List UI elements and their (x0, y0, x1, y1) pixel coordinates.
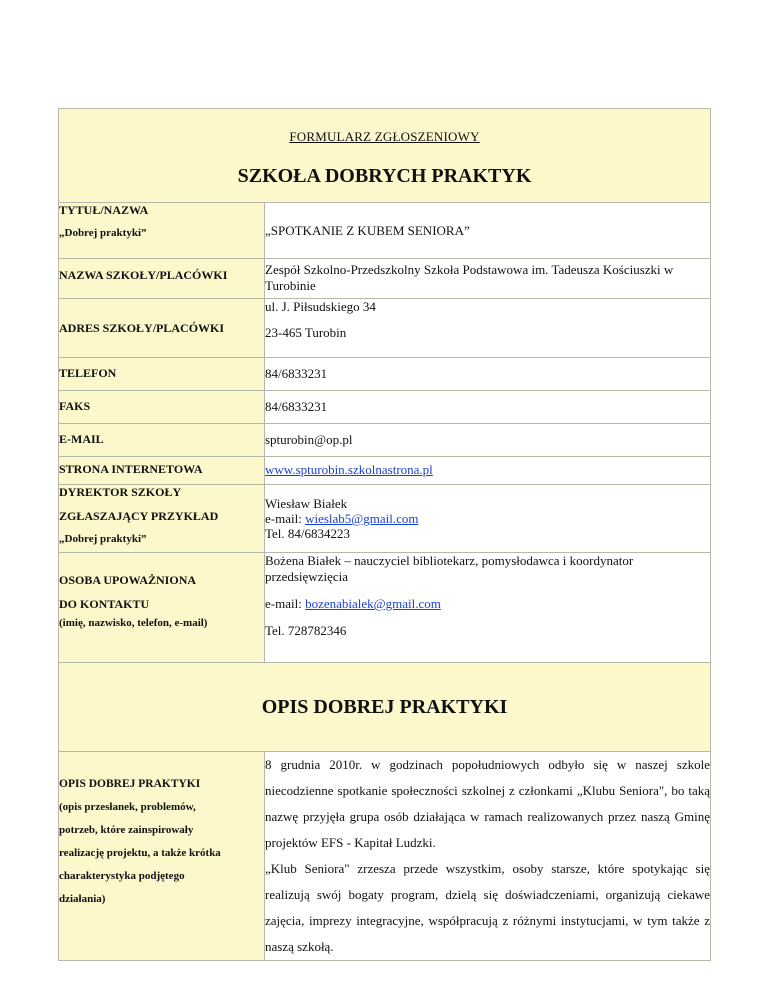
title-row (59, 203, 711, 259)
fax-value: 84/6833231 (265, 391, 711, 424)
title-value-cell (265, 203, 711, 259)
phone-label: TELEFON (59, 358, 265, 391)
form-table (58, 108, 711, 961)
contact-row (59, 553, 711, 663)
website-row (59, 457, 711, 485)
school-name-value: Zespół Szkolno-Przedszkolny Szkoła Podstawowa im. Tadeusza Kościuszki w Turobinie (265, 259, 711, 299)
school-name-label: NAZWA SZKOŁY/PLACÓWKI (59, 259, 265, 299)
website-label: STRONA INTERNETOWA (59, 457, 265, 485)
title-label-sub: „Dobrej praktyki” (59, 227, 147, 239)
email-row (59, 424, 711, 457)
description-label-1: OPIS DOBREJ PRAKTYKI (59, 778, 201, 790)
address-line-2: 23-465 Turobin (265, 325, 347, 340)
director-label-1: DYREKTOR SZKOŁY (59, 485, 182, 499)
description-paragraph-2: „Klub Seniora" zrzesza przede wszystkim, osoby starsze, które spotykając się realizują swój bogaty program, dzielą się doświadczeniami, organizują ciekawe zajęcia, imprezy integracyjne, współpracują z różnymi instytucjami, w tym także z naszą szkołą. (265, 861, 710, 954)
description-label-6: działania) (59, 893, 106, 905)
title-label-cell (59, 203, 265, 259)
director-label-2: ZGŁASZAJĄCY PRZYKŁAD (59, 509, 219, 523)
director-phone: Tel. 84/6834223 (265, 526, 351, 541)
application-form (58, 108, 710, 961)
contact-email-link[interactable]: bozenabialek@gmail.com (305, 596, 441, 611)
contact-email-prefix: e-mail: (265, 596, 306, 611)
section-header (59, 663, 711, 752)
description-label-3: potrzeb, które zainspirowały (59, 824, 194, 836)
contact-phone: Tel. 728782346 (265, 623, 347, 638)
director-row (59, 485, 711, 553)
contact-label-2: DO KONTAKTU (59, 597, 150, 611)
director-email-line (265, 511, 710, 526)
description-label-5: charakterystyka podjętego (59, 870, 185, 882)
director-email-link[interactable]: wieslab5@gmail.com (305, 511, 419, 526)
address-value-cell (265, 299, 711, 358)
director-label-3: „Dobrej praktyki” (59, 533, 147, 545)
description-label-cell (59, 752, 265, 961)
director-label-cell (59, 485, 265, 553)
description-value-cell (265, 752, 711, 961)
contact-value-cell (265, 553, 711, 663)
section-header-row (59, 663, 711, 752)
description-label-4: realizację projektu, a także krótka (59, 847, 221, 859)
title-label: TYTUŁ/NAZWA (59, 203, 149, 217)
description-row (59, 752, 711, 961)
address-label: ADRES SZKOŁY/PLACÓWKI (59, 299, 265, 358)
contact-description: Bożena Białek – nauczyciel bibliotekarz, pomysłodawca i koordynator przedsięwzięcia (265, 553, 634, 584)
website-value-cell (265, 457, 711, 485)
contact-label-3: (imię, nazwisko, telefon, e-mail) (59, 617, 208, 629)
section-title: OPIS DOBREJ PRAKTYKI (261, 695, 508, 718)
phone-value: 84/6833231 (265, 358, 711, 391)
email-value: spturobin@op.pl (265, 424, 711, 457)
address-row (59, 299, 711, 358)
phone-row (59, 358, 711, 391)
fax-row (59, 391, 711, 424)
director-email-prefix: e-mail: (265, 511, 306, 526)
description-paragraph-1: 8 grudnia 2010r. w godzinach popołudniowych odbyło się w naszej szkole niecodzienne spotkanie społeczności szkolnej z członkami „Klubu Seniora", bo taką nazwę przyjęła grupa osób działająca w ramach realizowanych przez naszą Gminę projektów EFS - Kapitał Ludzki. (265, 757, 710, 850)
director-value-cell (265, 485, 711, 553)
form-title: FORMULARZ ZGŁOSZENIOWY (289, 129, 480, 144)
school-name-row (59, 259, 711, 299)
title-value: „SPOTKANIE Z KUBEM SENIORA” (265, 222, 470, 238)
fax-label: FAKS (59, 391, 265, 424)
main-title: SZKOŁA DOBRYCH PRAKTYK (237, 165, 532, 187)
form-header (59, 109, 711, 203)
website-link[interactable]: www.spturobin.szkolnastrona.pl (265, 462, 433, 477)
email-label: E-MAIL (59, 424, 265, 457)
contact-label-1: OSOBA UPOWAŻNIONA (59, 573, 197, 587)
form-header-row (59, 109, 711, 203)
description-label-2: (opis przesłanek, problemów, (59, 801, 196, 813)
address-line-1: ul. J. Piłsudskiego 34 (265, 299, 376, 314)
contact-email-line (265, 596, 710, 612)
director-name: Wiesław Białek (265, 496, 348, 511)
contact-label-cell (59, 553, 265, 663)
